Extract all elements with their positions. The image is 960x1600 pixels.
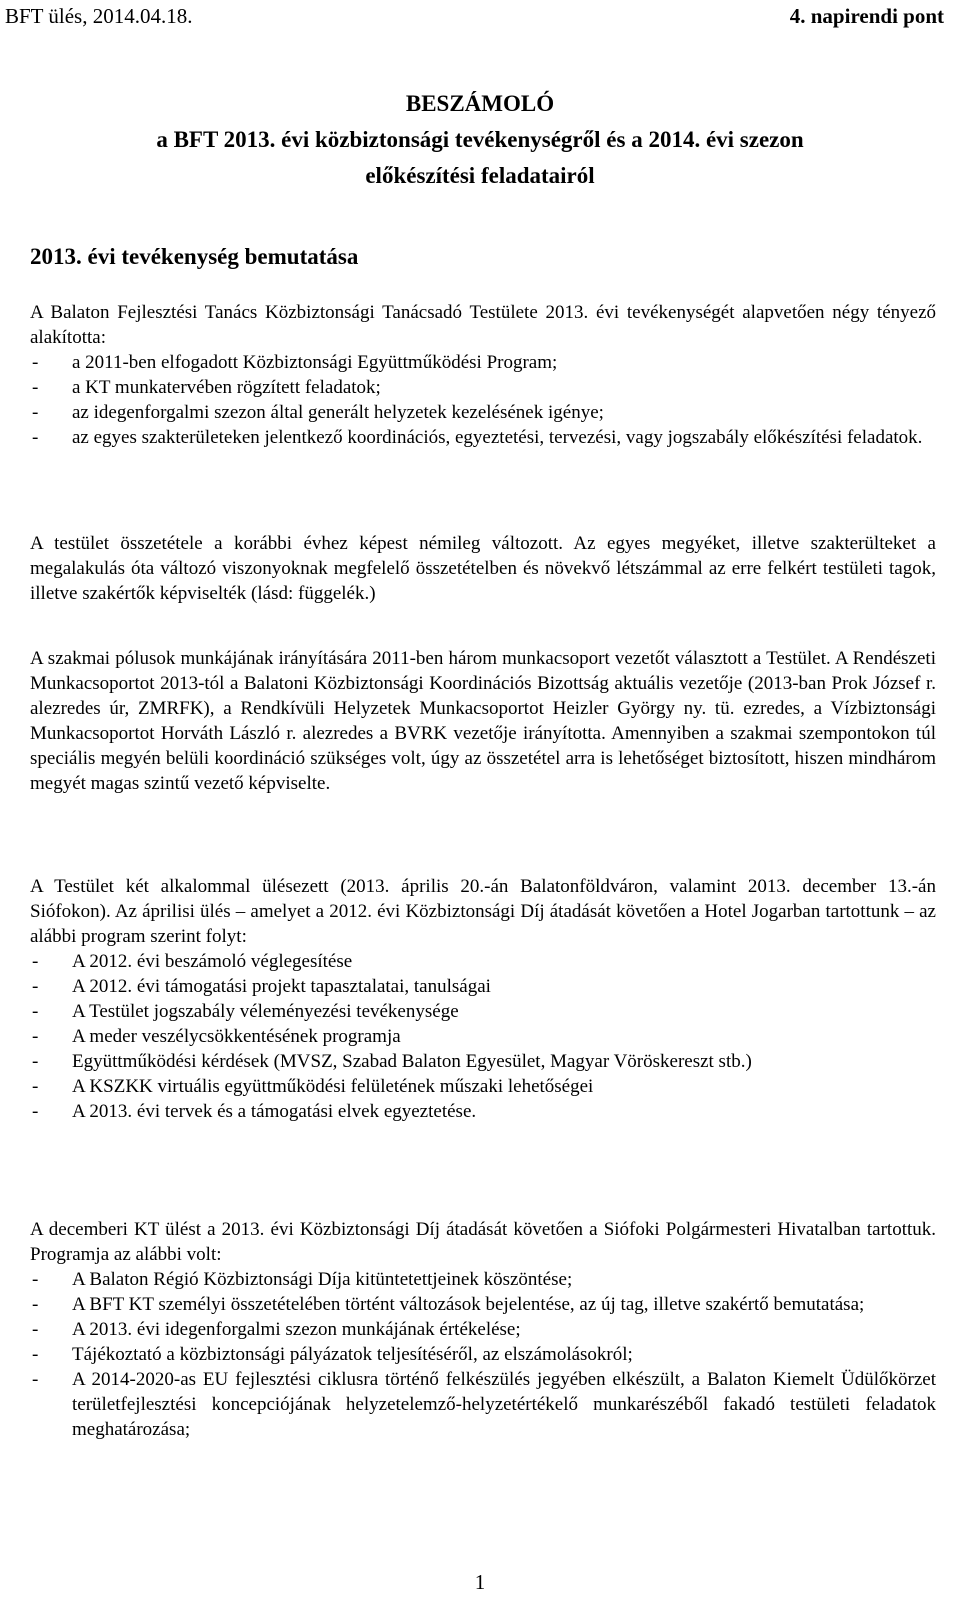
list-item: - Együttműködési kérdések (MVSZ, Szabad Balaton Egyesület, Magyar Vöröskereszt stb.) xyxy=(30,1049,936,1074)
list-item: - A 2013. évi tervek és a támogatási elvek egyeztetése. xyxy=(30,1099,936,1124)
paragraph-intro: A Testület két alkalommal ülésezett (2013. április 20.-án Balatonföldváron, valamint 2013. december 13.-án Siófokon). Az áprilisi ülés – amelyet a 2012. évi Közbiztonsági Díj átadását követően a Hotel Jogarban tartottunk – az alábbi program szerint folyt: xyxy=(30,876,936,947)
paragraph-april-meeting xyxy=(30,874,936,1124)
list-item: - az idegenforgalmi szezon által generált helyzetek kezelésének igénye; xyxy=(30,400,936,425)
list-item: - A KSZKK virtuális együttműködési felületének műszaki lehetőségei xyxy=(30,1074,936,1099)
paragraph-influencing-factors xyxy=(30,300,936,450)
list-item: - A 2014-2020-as EU fejlesztési ciklusra történő felkészülés jegyében elkészült, a Balaton Kiemelt Üdülőkörzet területfejlesztési koncepciójának helyzetelemző-helyzetértékelő munkarészéből fakadó testületi feladatok meghatározása; xyxy=(30,1367,936,1442)
factor-list xyxy=(30,350,936,450)
list-item: - A 2013. évi idegenforgalmi szezon munkájának értékelése; xyxy=(30,1317,936,1342)
list-item: - A BFT KT személyi összetételében történt változások bejelentése, az új tag, illetve szakértő bemutatása; xyxy=(30,1292,936,1317)
list-item: - Tájékoztató a közbiztonsági pályázatok teljesítéséről, az elszámolásokról; xyxy=(30,1342,936,1367)
header-agenda-item: 4. napirendi pont xyxy=(789,4,944,28)
document-title xyxy=(0,86,960,194)
header-meeting-date: BFT ülés, 2014.04.18. xyxy=(5,4,193,28)
paragraph-working-groups xyxy=(30,646,936,796)
list-item: - A 2012. évi támogatási projekt tapasztalatai, tanulságai xyxy=(30,974,936,999)
december-program-list xyxy=(30,1267,936,1442)
page-number: 1 xyxy=(474,1570,486,1594)
list-item: - A Testület jogszabály véleményezési tevékenysége xyxy=(30,999,936,1024)
title-line-1: BESZÁMOLÓ xyxy=(405,91,555,116)
title-line-2: a BFT 2013. évi közbiztonsági tevékenységről és a 2014. évi szezon xyxy=(156,127,804,152)
list-item: - A meder veszélycsökkentésének programja xyxy=(30,1024,936,1049)
list-item: - a KT munkatervében rögzített feladatok; xyxy=(30,375,936,400)
paragraph-intro: A decemberi KT ülést a 2013. évi Közbiztonsági Díj átadását követően a Siófoki Polgármesteri Hivatalban tartottuk. Programja az alábbi volt: xyxy=(30,1219,936,1265)
list-item: - a 2011-ben elfogadott Közbiztonsági Együttműködési Program; xyxy=(30,350,936,375)
section-title: 2013. évi tevékenység bemutatása xyxy=(30,244,359,269)
paragraph-intro: A Balaton Fejlesztési Tanács Közbiztonsági Tanácsadó Testülete 2013. évi tevékenységét alapvetően négy tényező alakította: xyxy=(30,302,936,348)
list-item: - A 2012. évi beszámoló véglegesítése xyxy=(30,949,936,974)
paragraph-text: A testület összetétele a korábbi évhez képest némileg változott. Az egyes megyéket, illetve szakterülteket a megalakulás óta változó viszonyoknak megfelelő összetételben és növekvő létszámmal az erre felkért testületi tagok, illetve szakértők képviselték (lásd: függelék.) xyxy=(30,533,936,604)
list-item: - A Balaton Régió Közbiztonsági Díja kitüntetettjeinek köszöntése; xyxy=(30,1267,936,1292)
title-line-3: előkészítési feladatairól xyxy=(365,163,595,188)
paragraph-text: A szakmai pólusok munkájának irányítására 2011-ben három munkacsoport vezetőt választott a Testület. A Rendészeti Munkacsoportot 2013-tól a Balatoni Közbiztonsági Koordinációs Bizottság aktuális vezetője (2013-ban Prok József r. alezredes úr, ZMRFK), a Rendkívüli Helyzetek Munkacsoportot Heizler György ny. tü. ezredes, a Vízbiztonsági Munkacsoportot Horváth László r. alezredes a BVRK vezetője irányította. Amennyiben a szakmai szempontokon túl speciális megyén belüli koordináció szükséges volt, úgy az összetétel arra is lehetőséget biztosított, hiszen mindhárom megyét magas szintű vezető képviselte. xyxy=(30,648,936,794)
list-item: - az egyes szakterületeken jelentkező koordinációs, egyeztetési, tervezési, vagy jogszabály előkészítési feladatok. xyxy=(30,425,936,450)
paragraph-composition xyxy=(30,531,936,606)
paragraph-december-meeting xyxy=(30,1217,936,1442)
april-program-list xyxy=(30,949,936,1124)
